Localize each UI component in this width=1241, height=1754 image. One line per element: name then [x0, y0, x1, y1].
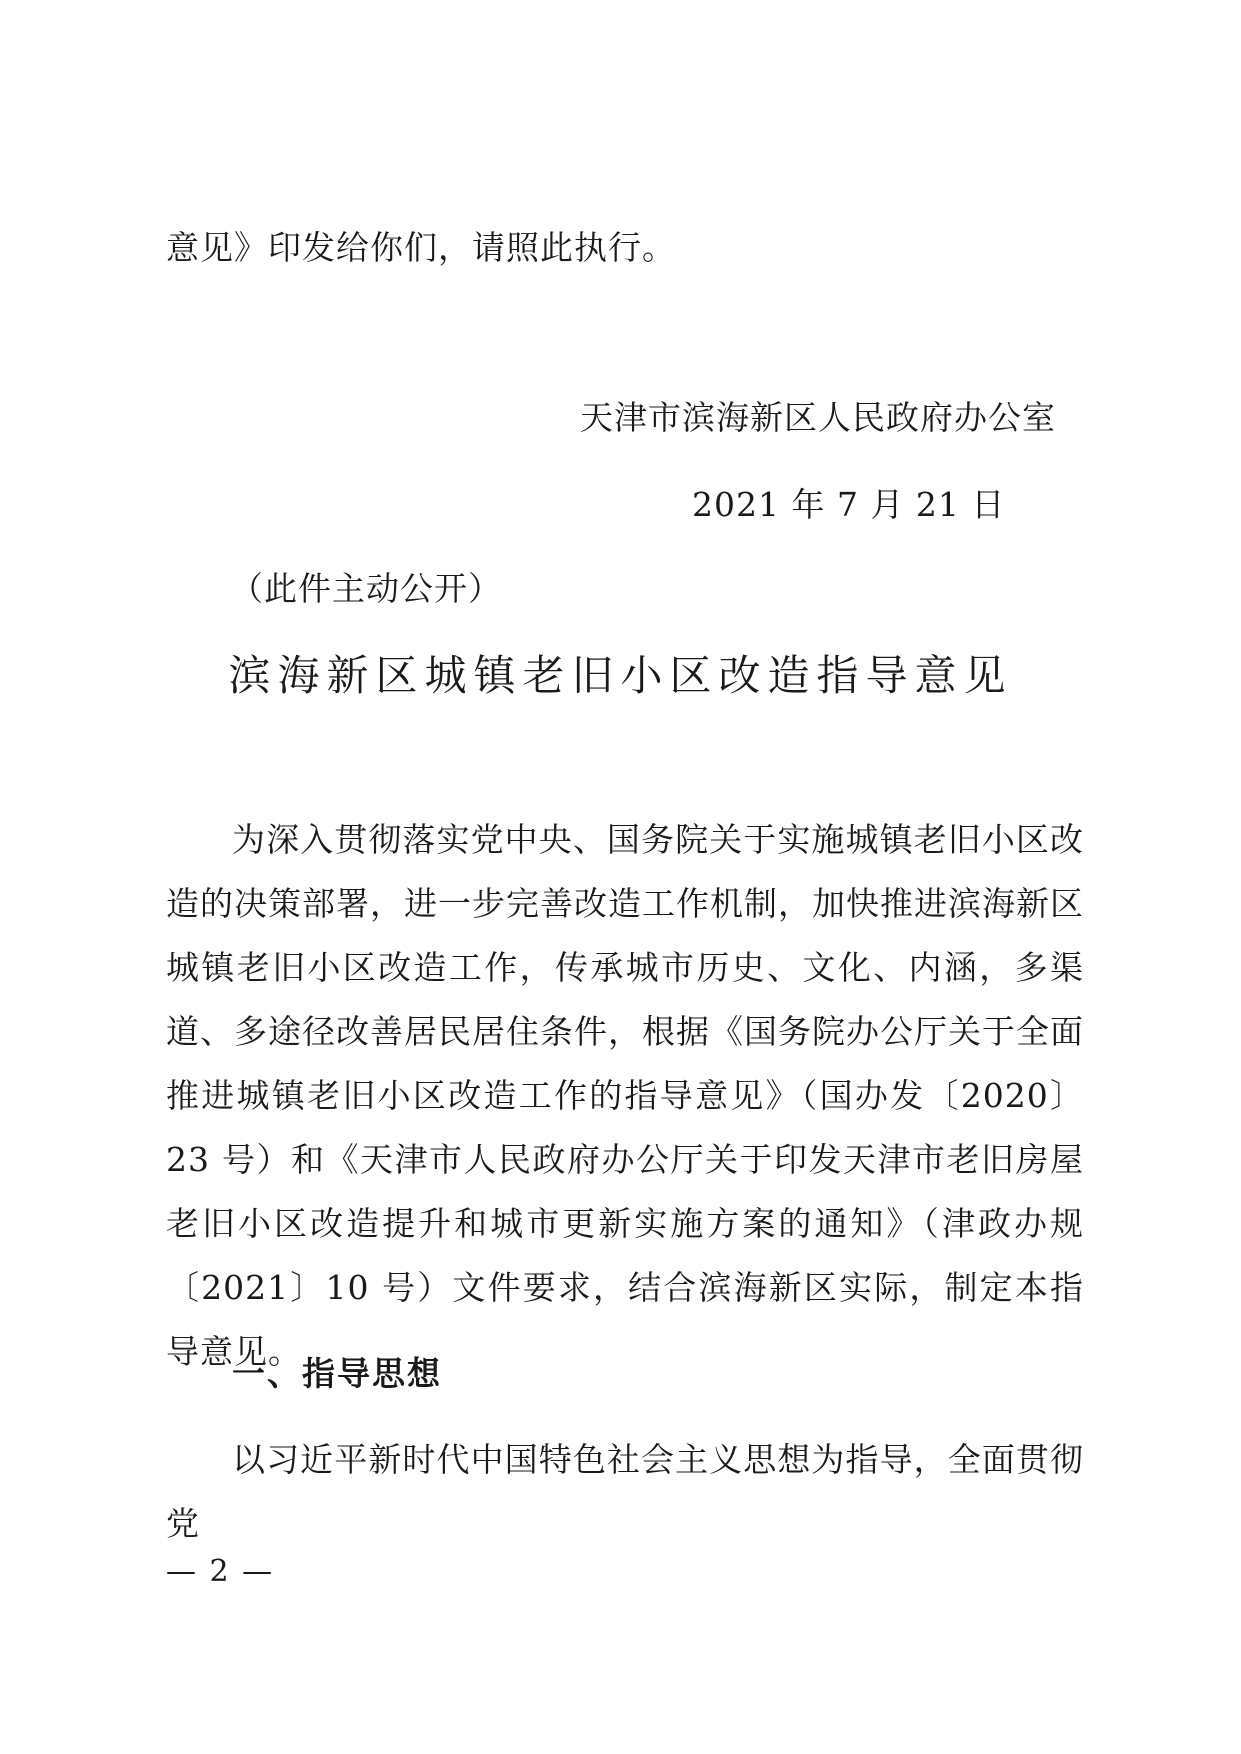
- document-title: 滨海新区城镇老旧小区改造指导意见: [228, 651, 1013, 700]
- page-number: — 2 —: [166, 1554, 275, 1589]
- section-heading-1: 一、指导思想: [232, 1354, 442, 1393]
- issuing-office: 天津市滨海新区人民政府办公室: [580, 398, 1056, 437]
- intro-tail-text: 意见》印发给你们，请照此执行。: [166, 228, 676, 267]
- body-paragraph-2: 以习近平新时代中国特色社会主义思想为指导，全面贯彻党: [166, 1440, 1084, 1543]
- issue-date: 2021 年 7 月 21 日: [692, 485, 1006, 524]
- body-paragraph-1: 为深入贯彻落实党中央、国务院关于实施城镇老旧小区改造的决策部署，进一步完善改造工作机制，加快推进滨海新区城镇老旧小区改造工作，传承城市历史、文化、内涵，多渠道、多途径改善居民居住条件，根据《国务院办公厅关于全面推进城镇老旧小区改造工作的指导意见》（国办发〔2020〕23 号）和《天津市人民政府办公厅关于印发天津市老旧房屋老旧小区改造提升和城市更新实施方案的通知》（津政办规〔2021〕10 号）文件要求，结合滨海新区实际，制定本指导意见。: [166, 820, 1084, 1371]
- public-disclosure-note: （此件主动公开）: [230, 569, 502, 608]
